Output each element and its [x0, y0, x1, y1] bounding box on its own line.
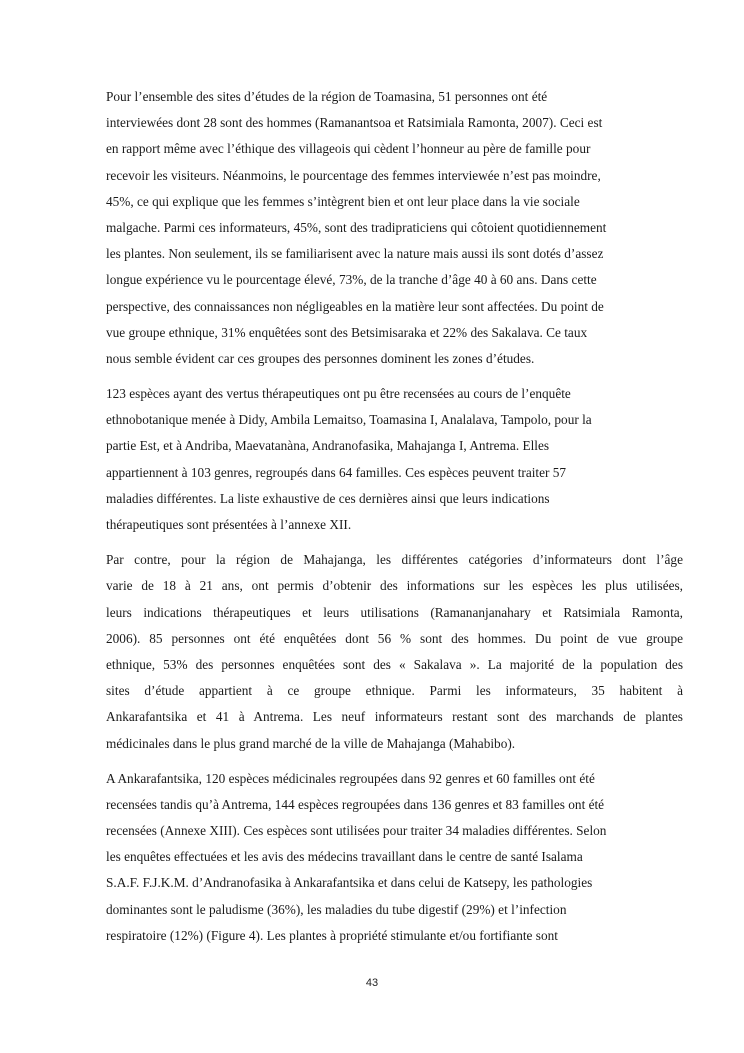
- page-number: 43: [365, 977, 379, 989]
- text-line: en rapport même avec l’éthique des villageois qui cèdent l’honneur au père de famille pour: [106, 141, 591, 157]
- text-line: varie de 18 à 21 ans, ont permis d’obtenir des informations sur les espèces les plus utilisées,: [106, 578, 683, 594]
- text-line: longue expérience vu le pourcentage élevé, 73%, de la tranche d’âge 40 à 60 ans. Dans cette: [106, 272, 597, 288]
- text-line: dominantes sont le paludisme (36%), les maladies du tube digestif (29%) et l’infection: [106, 901, 567, 917]
- paragraph-spacing: [106, 538, 683, 547]
- text-line: Ankarafantsika et 41 à Antrema. Les neuf informateurs restant sont des marchands de plantes: [106, 709, 683, 725]
- paragraph-mahajanga-informants: [106, 547, 683, 757]
- text-line: 2006). 85 personnes ont été enquêtées dont 56 % sont des hommes. Du point de vue groupe: [106, 630, 683, 646]
- text-line: Par contre, pour la région de Mahajanga, les différentes catégories d’informateurs dont l’âge: [106, 552, 683, 568]
- text-line: 45%, ce qui explique que les femmes s’intègrent bien et ont leur place dans la vie sociale: [106, 193, 580, 209]
- text-line: vue groupe ethnique, 31% enquêtées sont des Betsimisaraka et 22% des Sakalava. Ce taux: [106, 324, 588, 340]
- text-line: sites d’étude appartient à ce groupe ethnique. Parmi les informateurs, 35 habitent à: [106, 683, 683, 699]
- text-line: thérapeutiques sont présentées à l’annexe XII.: [106, 517, 352, 532]
- text-line: ethnique, 53% des personnes enquêtées sont des « Sakalava ». La majorité de la population des: [106, 656, 683, 672]
- text-line: leurs indications thérapeutiques et leurs utilisations (Ramananjanahary et Ratsimiala Ramonta,: [106, 604, 683, 620]
- text-line: recensées tandis qu’à Antrema, 144 espèces regroupées dans 136 genres et 83 familles ont été: [106, 796, 605, 812]
- text-line: nous semble évident car ces groupes des personnes dominent les zones d’études.: [106, 350, 535, 366]
- text-line: appartiennent à 103 genres, regroupés dans 64 familles. Ces espèces peuvent traiter 57: [106, 464, 567, 480]
- paragraph-spacing: [106, 372, 683, 381]
- text-line: ethnobotanique menée à Didy, Ambila Lemaitso, Toamasina I, Analalava, Tampolo, pour la: [106, 412, 592, 428]
- text-line: interviewées dont 28 sont des hommes (Ramanantsoa et Ratsimiala Ramonta, 2007). Ceci est: [106, 115, 603, 131]
- document-body: [106, 84, 683, 949]
- text-line: malgache. Parmi ces informateurs, 45%, sont des tradipraticiens qui côtoient quotidiennement: [106, 219, 607, 235]
- text-line: recensées (Annexe XIII). Ces espèces sont utilisées pour traiter 34 maladies différentes. Selon: [106, 823, 607, 839]
- text-line: les enquêtes effectuées et les avis des médecins travaillant dans le centre de santé Isalama: [106, 849, 583, 865]
- text-line: 123 espèces ayant des vertus thérapeutiques ont pu être recensées au cours de l’enquête: [106, 386, 571, 402]
- text-line: recevoir les visiteurs. Néanmoins, le pourcentage des femmes interviewée n’est pas moindre,: [106, 167, 601, 183]
- text-line: respiratoire (12%) (Figure 4). Les plantes à propriété stimulante et/ou fortifiante sont: [106, 927, 558, 943]
- text-line: maladies différentes. La liste exhaustive de ces dernières ainsi que leurs indications: [106, 490, 550, 506]
- text-line: partie Est, et à Andriba, Maevatanàna, Andranofasika, Mahajanga I, Antrema. Elles: [106, 438, 550, 454]
- paragraph-spacing: [106, 757, 683, 766]
- paragraph-species-count-east: [106, 381, 683, 538]
- text-line: les plantes. Non seulement, ils se familiarisent avec la nature mais aussi ils sont dotés d’assez: [106, 246, 604, 262]
- paragraph-toamasina-informants: [106, 84, 683, 372]
- text-line: S.A.F. F.J.K.M. d’Andranofasika à Ankarafantsika et dans celui de Katsepy, les pathologies: [106, 875, 593, 891]
- text-line: perspective, des connaissances non négligeables en la matière leur sont affectées. Du point de: [106, 298, 604, 314]
- text-line: A Ankarafantsika, 120 espèces médicinales regroupées dans 92 genres et 60 familles ont été: [106, 770, 595, 786]
- text-line: Pour l’ensemble des sites d’études de la région de Toamasina, 51 personnes ont été: [106, 89, 548, 104]
- text-line: médicinales dans le plus grand marché de la ville de Mahajanga (Mahabibo).: [106, 735, 516, 751]
- paragraph-ankarafantsika-species: [106, 766, 683, 949]
